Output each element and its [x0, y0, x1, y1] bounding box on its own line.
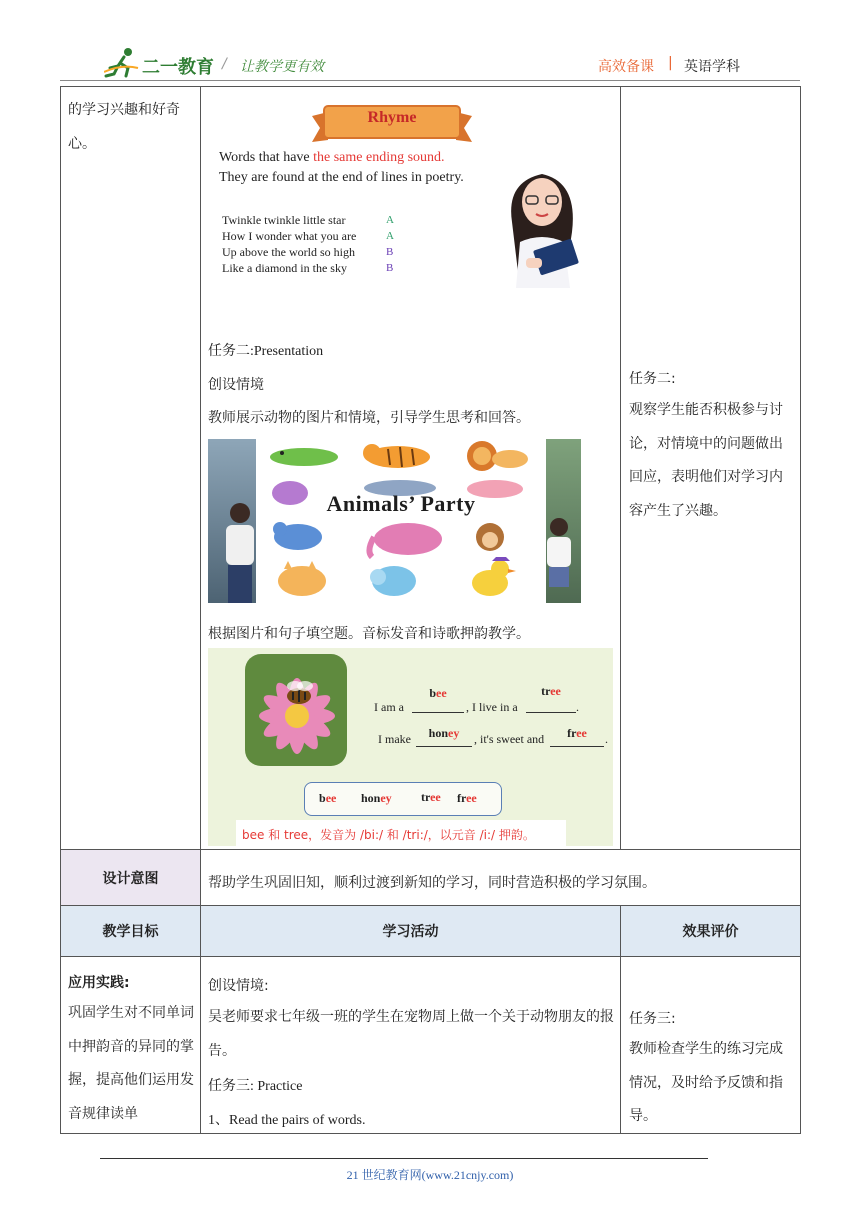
- sentence-2-start: I make: [378, 732, 411, 746]
- rhyme-marks: A A B B: [386, 214, 394, 274]
- crocodile-icon: [266, 443, 342, 469]
- word-free: free: [457, 791, 477, 805]
- tiger-icon: [358, 441, 436, 471]
- col-header-activity: 学习活动: [382, 924, 439, 940]
- blank-tree: tree: [526, 684, 576, 713]
- sentence-1-end: .: [576, 700, 579, 714]
- section-label: 高效备课: [598, 59, 654, 75]
- row3-left-text: 巩固学生对不同单词中押韵音的异同的掌握，提高他们运用发音规律读单: [68, 1005, 194, 1122]
- word-tree: tree: [421, 790, 441, 804]
- blank-bee: bee: [412, 686, 464, 713]
- subject-label: 英语学科: [684, 59, 740, 75]
- row3-scene-text: 吴老师要求七年级一班的学生在宠物周上做一个关于动物朋友的报告。: [208, 1009, 614, 1059]
- poem-line: Twinkle twinkle little star: [222, 213, 346, 227]
- lion-icon: [460, 439, 530, 473]
- rhyme-banner: Rhyme: [367, 109, 417, 126]
- header-divider: |: [668, 55, 673, 71]
- sentence-2-mid: , it's sweet and: [474, 732, 545, 746]
- slogan: 让教学更有效: [240, 59, 324, 75]
- animals-party-image: [208, 439, 581, 603]
- row3-scene-label: 创设情境:: [208, 978, 269, 994]
- task2-title: 任务二:Presentation: [208, 344, 324, 359]
- col-header-goal: 教学目标: [102, 924, 159, 940]
- word-bee: bee: [319, 791, 337, 805]
- sentence-1-start: I am a: [374, 700, 404, 714]
- task3-eval-text: 教师检查学生的练习完成情况，及时给予反馈和指导。: [629, 1041, 783, 1124]
- rhyme-definition-2: They are found at the end of lines in poetry.: [219, 170, 464, 185]
- fill-instruction: 根据图片和句子填空题。音标发音和诗歌押韵教学。: [208, 626, 530, 642]
- sentence-1-mid: , I live in a: [466, 700, 518, 714]
- header-rule: [60, 80, 800, 81]
- footer-rule: [100, 1158, 708, 1159]
- sentence-2-end: .: [605, 732, 608, 746]
- blank-free: free: [550, 726, 604, 747]
- blank-honey: honey: [416, 726, 472, 747]
- teacher-instruction: 教师展示动物的图片和情境，引导学生思考和回答。: [208, 410, 530, 426]
- duck-icon: [466, 557, 518, 601]
- poem-line: How I wonder what you are: [222, 229, 357, 243]
- rhyme-note: bee 和 tree，发音为 /bi:/ 和 /tri:/，以元音 /i:/ 押韵。: [242, 828, 535, 842]
- rhyme-slide: [208, 96, 608, 292]
- elephant-pink-icon: [362, 517, 452, 559]
- teacher-illustration-icon: [496, 162, 588, 288]
- scene-label: 创设情境: [208, 377, 264, 393]
- design-label: 设计意图: [102, 870, 159, 887]
- design-text: 帮助学生巩固旧知，顺利过渡到新知的学习，同时营造积极的学习氛围。: [208, 875, 656, 891]
- task2-eval-text: 观察学生能否积极参与讨论，对情境中的问题做出回应，表明他们对学习内容产生了兴趣。: [629, 402, 783, 519]
- mouse-icon: [268, 519, 328, 555]
- monkey-icon: [470, 519, 510, 555]
- footer-text: 21 世纪教育网(www.21cnjy.com): [346, 1168, 514, 1182]
- party-title: Animals’ Party: [326, 491, 476, 516]
- word-box: [304, 782, 502, 816]
- task3-title: 任务三: Practice: [208, 1079, 303, 1094]
- word-honey: honey: [361, 791, 392, 805]
- task2-eval-title: 任务二:: [629, 371, 676, 387]
- task3-eval-title: 任务三:: [629, 1011, 676, 1027]
- rhyme-definition: Words that have the same ending sound.: [219, 150, 445, 165]
- poem-line: Up above the world so high: [222, 245, 355, 259]
- runner-logo-icon: [104, 46, 140, 78]
- baby-elephant-icon: [366, 559, 422, 599]
- flower-bee-icon: [245, 654, 347, 766]
- poem: [222, 212, 356, 276]
- row3-left-title: 应用实践:: [68, 975, 130, 991]
- student-right-icon: [542, 515, 576, 603]
- col-header-eval: 效果评价: [682, 924, 739, 940]
- bee-photo: [245, 654, 347, 766]
- bee-exercise: [208, 648, 613, 846]
- slogan-slash: /: [222, 56, 227, 72]
- logo-text: 二一教育: [142, 57, 214, 78]
- cat-icon: [272, 559, 332, 599]
- poem-line: Like a diamond in the sky: [222, 261, 347, 275]
- task3-item-1: 1、Read the pairs of words.: [208, 1113, 366, 1128]
- row1-left-text: 的学习兴趣和好奇心。: [68, 102, 180, 152]
